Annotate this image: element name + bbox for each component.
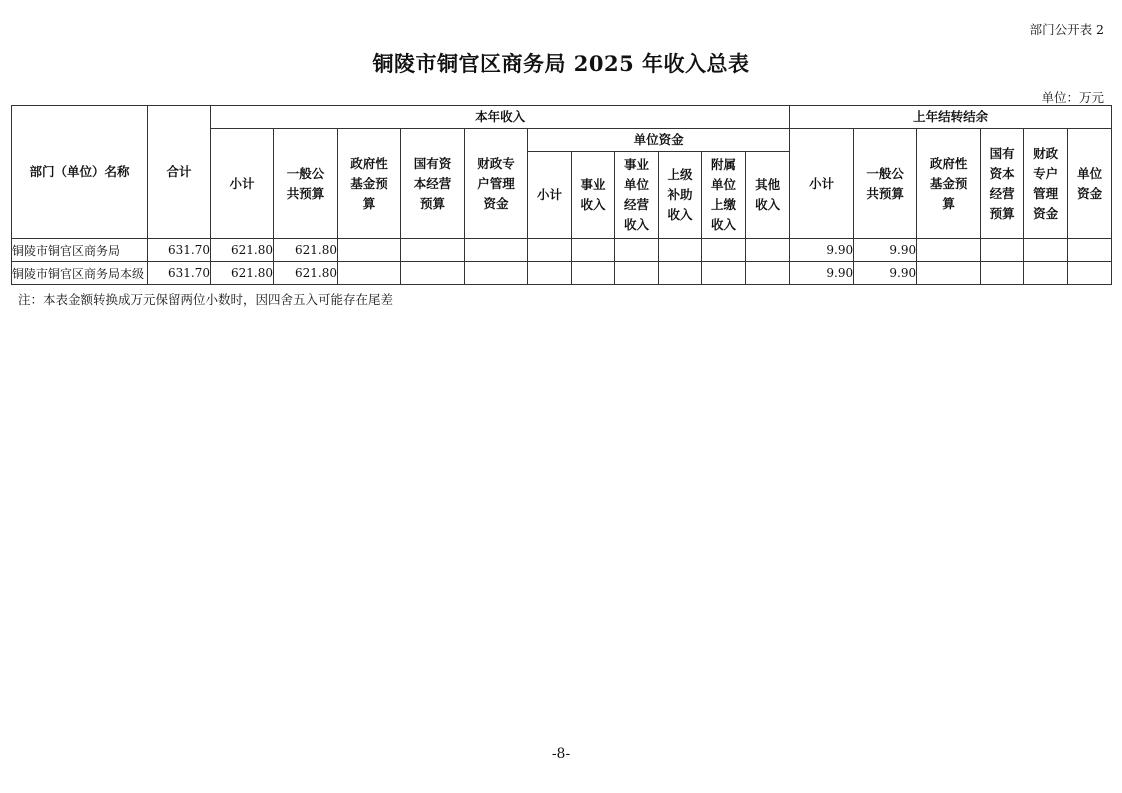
page-title: 铜陵市铜官区商务局 2025 年收入总表 [372, 51, 750, 76]
row-dept-name: 铜陵市铜官区商务局本级 [12, 262, 148, 285]
header-py-state-capital: 国有资本经营预算 [981, 129, 1024, 239]
header-uf-business-income: 事业收入 [572, 152, 615, 239]
header-uf-operating-income: 事业单位经营收入 [615, 152, 659, 239]
row-py-general-budget: 9.90 [854, 239, 917, 262]
row-cy-subtotal: 621.80 [211, 239, 274, 262]
header-py-subtotal: 小计 [790, 129, 854, 239]
table-number-label: 部门公开表 2 [1029, 22, 1104, 37]
header-uf-subtotal: 小计 [528, 152, 572, 239]
header-uf-affiliated-remit: 附属单位上缴收入 [702, 152, 746, 239]
header-dept-name: 部门（单位）名称 [12, 106, 148, 239]
row-dept-name: 铜陵市铜官区商务局 [12, 239, 148, 262]
header-py-fiscal-special: 财政专户管理资金 [1024, 129, 1068, 239]
header-total: 合计 [148, 106, 211, 239]
row-cy-subtotal: 621.80 [211, 262, 274, 285]
header-py-unit-funds: 单位资金 [1068, 129, 1112, 239]
row-total: 631.70 [148, 262, 211, 285]
header-py-general-budget: 一般公共预算 [854, 129, 917, 239]
header-cy-gov-fund: 政府性基金预算 [338, 129, 401, 239]
header-uf-superior-subsidy: 上级补助收入 [659, 152, 702, 239]
header-cy-state-capital: 国有资本经营预算 [401, 129, 465, 239]
table-row [12, 262, 1112, 285]
header-uf-other-income: 其他收入 [746, 152, 790, 239]
header-prior-year-carryover: 上年结转结余 [790, 106, 1112, 129]
row-py-subtotal: 9.90 [790, 262, 854, 285]
row-cy-general-budget: 621.80 [274, 239, 338, 262]
row-py-subtotal: 9.90 [790, 239, 854, 262]
revenue-summary-table [11, 105, 1112, 285]
header-current-year-income: 本年收入 [211, 106, 790, 129]
row-py-general-budget: 9.90 [854, 262, 917, 285]
footnote: 注：本表金额转换成万元保留两位小数时，因四舍五入可能存在尾差 [18, 292, 394, 307]
table-row [12, 239, 1112, 262]
unit-label: 单位：万元 [1041, 90, 1104, 105]
header-unit-funds: 单位资金 [528, 129, 790, 152]
row-total: 631.70 [148, 239, 211, 262]
row-cy-general-budget: 621.80 [274, 262, 338, 285]
header-cy-subtotal: 小计 [211, 129, 274, 239]
page-number: -8- [551, 746, 571, 762]
header-cy-general-budget: 一般公共预算 [274, 129, 338, 239]
header-py-gov-fund: 政府性基金预算 [917, 129, 981, 239]
header-cy-fiscal-special: 财政专户管理资金 [465, 129, 528, 239]
